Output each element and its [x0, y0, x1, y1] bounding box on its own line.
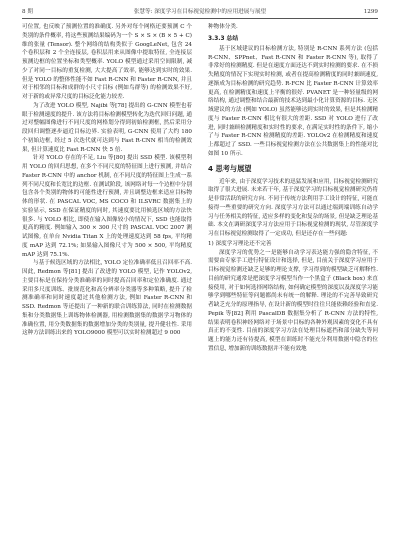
body-paragraph: 种物体分类. — [208, 24, 238, 30]
issue-number: 8 期 — [22, 9, 33, 15]
body-paragraph: 基于区域建议的目标检测方法, 特别是 R-CNN 系列方法 (包括 R-CNN、SPPnet、Fast R-CNN 和 Faster R-CNN 等), 取得了非常好的检测精度. 但是在速度方面还达不到实时检测的要求. 在不损失精度的情况下实现实时检测, 或者在提高检测精度的同时兼顾速度, 逐渐成为目标检测的研究趋势. R-FCN 比 Faster R-CNN 计算效率更高, 在检测精度和速度上平衡的很好. PVANET 是一种轻量级的网络结构, 通过调整和结合最新的技术达到最小化计算资源的目标. 无区域建议的方法 (例如 YOLO) 虽然能够达到实时的效果, 但是其检测精度与 Faster R-CNN 相比有很大的差距. SSD 对 YOLO 进行了改进, 同时兼顾检测精度和实时性的要求, 在满足实时性的条件下, 缩小了与 Faster R-CNN 检测精度的差距. YOLOv2 在检测精度和速度上都超过了 SSD. 一些目标视觉检测方法在公共数据集上的性能对比如图 10 所示. — [208, 45, 378, 157]
body-paragraph: 与基于候选区域的方法相比, YOLO 定位准确率低且召回率不高. 因此, Redmon 等[81] 提出了改进的 YOLO 模型, 记作 YOLOv2, 主要目标是在保持分类准确率的同时提高召回率和定位准确度. 通过采用多尺度训练、批规范化和高分辨率分类器等多种策略, 提升了检测准确率和同时速度超过其他检测方法, 例如 Faster R-CNN 和 SSD. Redmon 等还提出了一种新的联合训练算法, 同时在检测数据集和分类数据集上训练物体检测器, 用检测数据集的数据学习物体的准确位置, 用分类数据集的数据增加分类的类别量, 提升健壮性. 采用这种方法训练出来的 YOLO9000 模型可以实时检测超过 9 000 — [22, 260, 192, 337]
right-column — [208, 23, 378, 354]
sub-subsection-heading: 1) 深度学习理论还不完善 — [208, 240, 272, 247]
section-heading: 4 思考与展望 — [208, 163, 252, 173]
body-paragraph: 可位置, 也反映了预测位置的准确度. 另外对每个网格还要预测 C 个类别的条件概率, 将这些预测结果编码为一个 S × S × (B × 5 + C) 维的张量 (Tensor). 整个网络的结构类似于 GoogLeNet, 包含 24 个卷积层和 2 个全连接层, 卷积层用来从图像中提取特征, 全连接层预测边框的位置坐标和类型概率. YOLO 模型通过采用空间限制, 减少了对同一目标的重复检测, 大大提高了效率, 能够达到实时的效果. 但是 YOLO 的整体性能不如 Fast R-CNN 和 Faster R-CNN, 并且对于相邻的目标和成群的小尺寸目标 (例如鸟群等) 的检测效果不好, 对于新的或异常尺度的目标泛化能力较差. — [22, 24, 192, 100]
body-paragraph: 深度学习的优势之一是能够自动学习表达能力强的隐含特征, 不需要由专家手工进行特征设计和选择, 但是, 目前关于深度学习应用于目标视觉检测还缺乏足够的理论支撑, 学习得到的模型缺乏可解释性. 目前的研究通常是把深度学习模型当作一个黑盒子 (Black box) 来直接使用, 对于如何选择网络结构, 如何确定模型的深度以及深度学习能够学到哪些特征等问题都尚未有统一的解释. 理论的不完善导致研究者缺乏充分的原理指导, 在设计新的模型时往往只能依赖经验和直觉. Pepik 等[82] 利用 PascalDB 数据集分析了 R-CNN 方法的特性, 结果表明卷积神经网络对于场景中目标的各种外观因素的变化不具有真正的不变性. 目前的深度学习方法在处理目标遮挡和部分缺失等问题上的能力还有待提高, 模型在训练时不能充分利用数据中隐含的位置信息, 增加新的训练数据并不能有效地 — [208, 249, 378, 352]
left-column — [22, 23, 192, 338]
running-title: 张慧等: 深度学习在目标视觉检测中的应用进展与展望 — [133, 9, 267, 15]
running-header — [22, 6, 378, 19]
subsection-heading: 3.3.3 总结 — [208, 35, 239, 42]
body-paragraph: 针对 YOLO 存在的不足, Liu 等[80] 提出 SSD 模型. 该模型利用 YOLO 的回归思想, 在多个不同尺度的特征图上进行预测, 并结合 Faster R-CNN 中的 anchor 机制, 在不同尺度的特征图上生成一系列不同尺度和长宽比的边框. 在测试阶段, 该网络对每一个边框中分别包含各个类别的物体的可能性进行预测, 并且调整边框来适应目标物体的形状. 在 PASCAL VOC, MS COCO 和 ILSVRC 数据集上的实验显示, SSD 在保证精度的同时, 其速度要比用候选区域的方法快很多. 与 YOLO 相比, 即使在输入图像较小的情况下, SSD 也能取得更高的精度. 例如输入 300 × 300 尺寸的 PASCAL VOC 2007 测试图像, 在单台 Nvidia Titan X 上的处理速度达到 58 fps, 平均精度 mAP 达到 72.1%; 如果输入图像尺寸为 500 × 500, 平均精度 mAP 达到 75.1%. — [22, 155, 192, 258]
body-paragraph: 近年来, 由于深度学习技术的迅猛发展和应用, 目标视觉检测研究取得了很大进展. 未来若干年, 基于深度学习的目标视觉检测研究仍将是非常活跃的研究方向. 不同于传统方法利用手工设计的特征, 可能直接得一些重要的研究方向. 深度学习方法可以通过端到端训练自动学习与任务相关的特征, 适应多样的变化和复杂的场景, 但是缺乏理论基础. 本文在调研深度学习方法应用于目标视觉检测的现状, 尽管深度学习在目标视觉检测取得了一定成功, 但是还存在一些问题: — [208, 178, 378, 237]
page-number: 1299 — [363, 9, 378, 15]
body-paragraph: 为了改进 YOLO 模型, Najibi 等[78] 提出的 G-CNN 模型也着眼于检测速度的提升. 该方法将目标检测模型转化为迭代回归问题, 通过对整幅图像进行不同尺度的网格划分得到初始检测框, 然后采用分段回归调整逐步逼近目标边界. 实验表明, G-CNN 使用了大约 180 个初始边框, 经过 5 次迭代就可达到与 Fast R-CNN 相当的检测效果, 但计算速度比 Fast R-CNN 快 5 倍. — [22, 102, 192, 153]
